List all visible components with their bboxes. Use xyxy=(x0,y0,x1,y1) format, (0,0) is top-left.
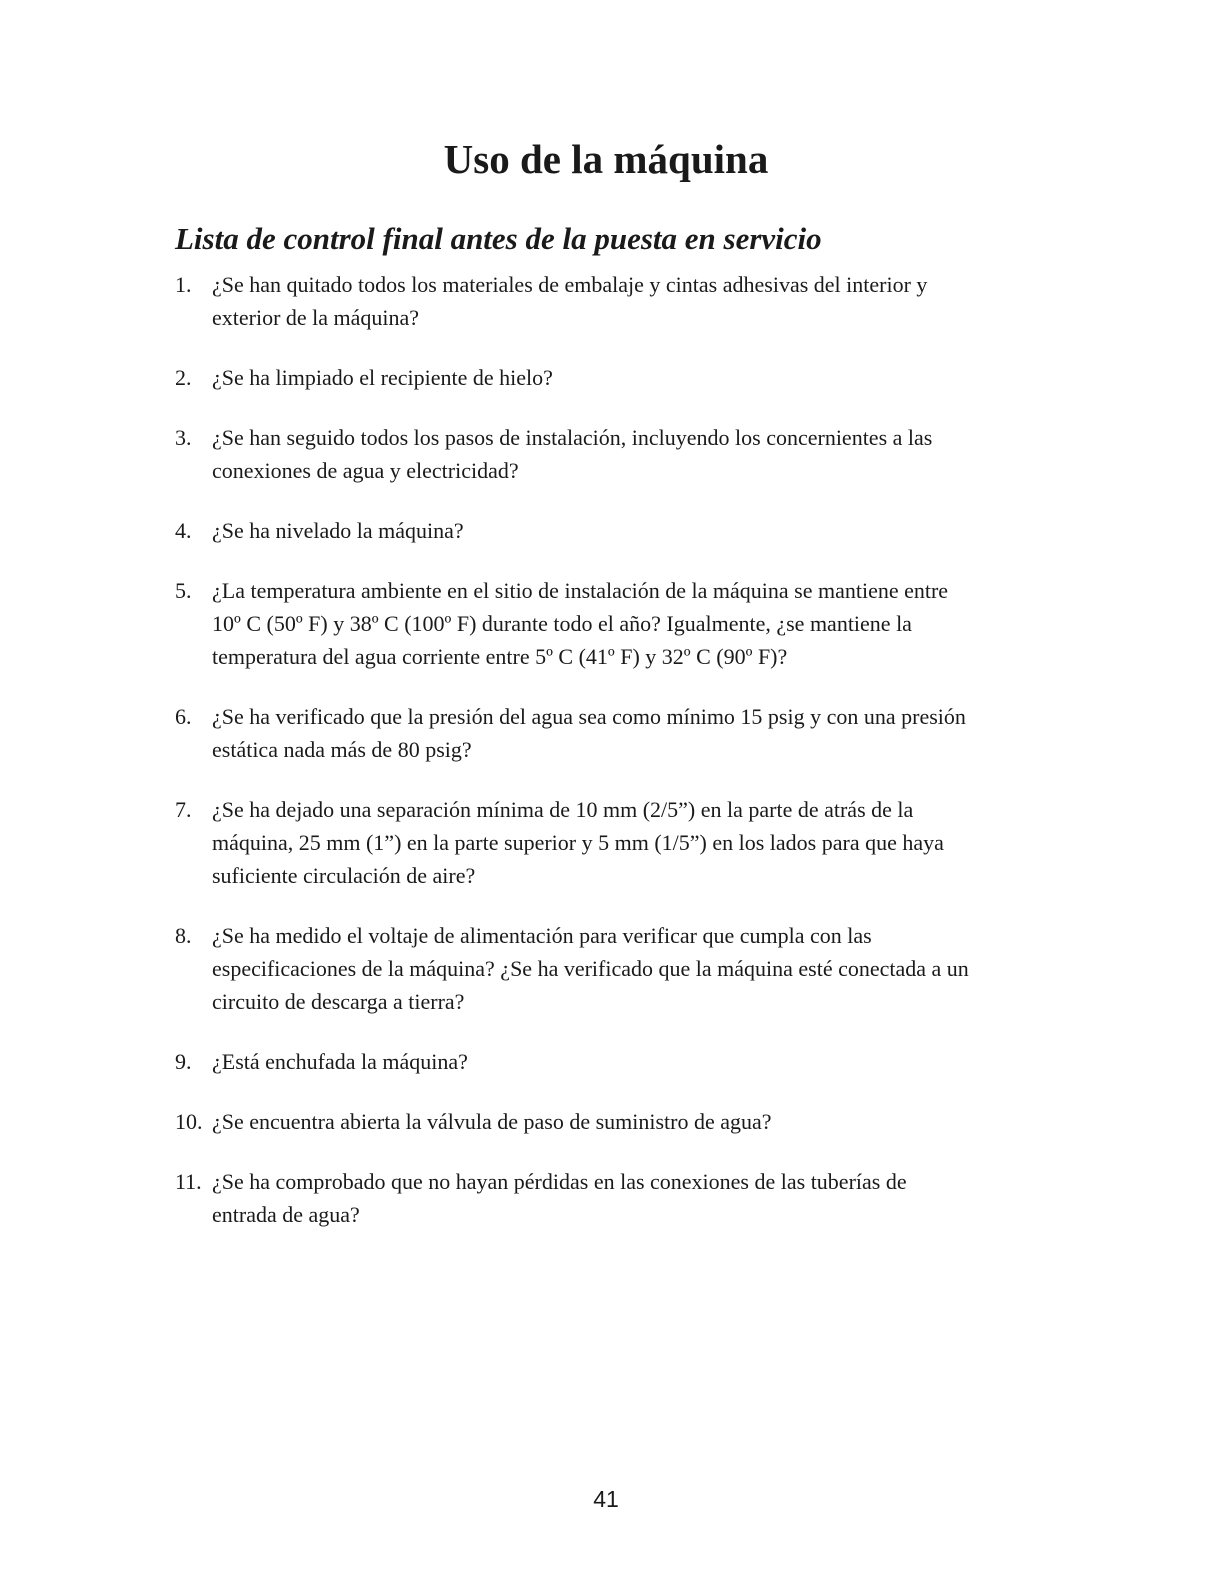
item-line: ¿Está enchufada la máquina? xyxy=(212,1049,468,1074)
item-line: ¿Se ha dejado una separación mínima de 10 mm (2/5”) en la parte de atrás de la xyxy=(212,797,914,822)
item-number: 6. xyxy=(175,704,192,729)
checklist xyxy=(175,268,1055,1258)
checklist-item xyxy=(175,1045,1055,1078)
item-number: 2. xyxy=(175,365,192,390)
item-number: 8. xyxy=(175,923,192,948)
item-line: circuito de descarga a tierra? xyxy=(212,989,465,1014)
item-line: ¿Se ha limpiado el recipiente de hielo? xyxy=(212,365,553,390)
item-text xyxy=(212,361,1055,394)
checklist-item xyxy=(175,421,1055,487)
item-line: conexiones de agua y electricidad? xyxy=(212,458,519,483)
page-title: Uso de la máquina xyxy=(443,136,769,182)
page-number: 41 xyxy=(593,1486,619,1512)
item-number: 1. xyxy=(175,272,192,297)
item-number: 3. xyxy=(175,425,192,450)
item-line: ¿Se han seguido todos los pasos de instalación, incluyendo los concernientes a las xyxy=(212,425,933,450)
checklist-item xyxy=(175,700,1055,766)
item-text xyxy=(212,574,1055,673)
item-line: exterior de la máquina? xyxy=(212,305,420,330)
item-text xyxy=(212,268,1055,334)
item-line: ¿Se ha comprobado que no hayan pérdidas en las conexiones de las tuberías de xyxy=(212,1169,907,1194)
item-line: especificaciones de la máquina? ¿Se ha verificado que la máquina esté conectada a un xyxy=(212,956,969,981)
item-text xyxy=(212,421,1055,487)
item-text xyxy=(212,793,1055,892)
item-line: ¿Se ha nivelado la máquina? xyxy=(212,518,464,543)
item-line: ¿Se han quitado todos los materiales de embalaje y cintas adhesivas del interior y xyxy=(212,272,928,297)
item-text xyxy=(212,700,1055,766)
item-number: 9. xyxy=(175,1049,192,1074)
checklist-item xyxy=(175,268,1055,334)
item-line: ¿Se encuentra abierta la válvula de paso de suministro de agua? xyxy=(212,1109,772,1134)
item-text xyxy=(212,1045,1055,1078)
item-line: ¿Se ha verificado que la presión del agua sea como mínimo 15 psig y con una presión xyxy=(212,704,966,729)
item-line: ¿La temperatura ambiente en el sitio de instalación de la máquina se mantiene entre xyxy=(212,578,949,603)
checklist-item xyxy=(175,1105,1055,1138)
checklist-item xyxy=(175,574,1055,673)
item-text xyxy=(212,1105,1055,1138)
item-line: temperatura del agua corriente entre 5º C (41º F) y 32º C (90º F)? xyxy=(212,644,788,669)
item-line: 10º C (50º F) y 38º C (100º F) durante todo el año? Igualmente, ¿se mantiene la xyxy=(212,611,912,636)
checklist-item xyxy=(175,793,1055,892)
item-number: 10. xyxy=(175,1109,203,1134)
item-number: 5. xyxy=(175,578,192,603)
section-title: Lista de control final antes de la puesta en servicio xyxy=(175,221,822,256)
item-number: 4. xyxy=(175,518,192,543)
item-text xyxy=(212,919,1055,1018)
item-line: máquina, 25 mm (1”) en la parte superior y 5 mm (1/5”) en los lados para que haya xyxy=(212,830,944,855)
item-text xyxy=(212,1165,1055,1231)
item-number: 11. xyxy=(175,1169,202,1194)
checklist-item xyxy=(175,919,1055,1018)
checklist-item xyxy=(175,361,1055,394)
item-text xyxy=(212,514,1055,547)
checklist-item xyxy=(175,514,1055,547)
item-line: entrada de agua? xyxy=(212,1202,360,1227)
item-number: 7. xyxy=(175,797,192,822)
item-line: suficiente circulación de aire? xyxy=(212,863,476,888)
item-line: estática nada más de 80 psig? xyxy=(212,737,472,762)
item-line: ¿Se ha medido el voltaje de alimentación para verificar que cumpla con las xyxy=(212,923,872,948)
checklist-item xyxy=(175,1165,1055,1231)
